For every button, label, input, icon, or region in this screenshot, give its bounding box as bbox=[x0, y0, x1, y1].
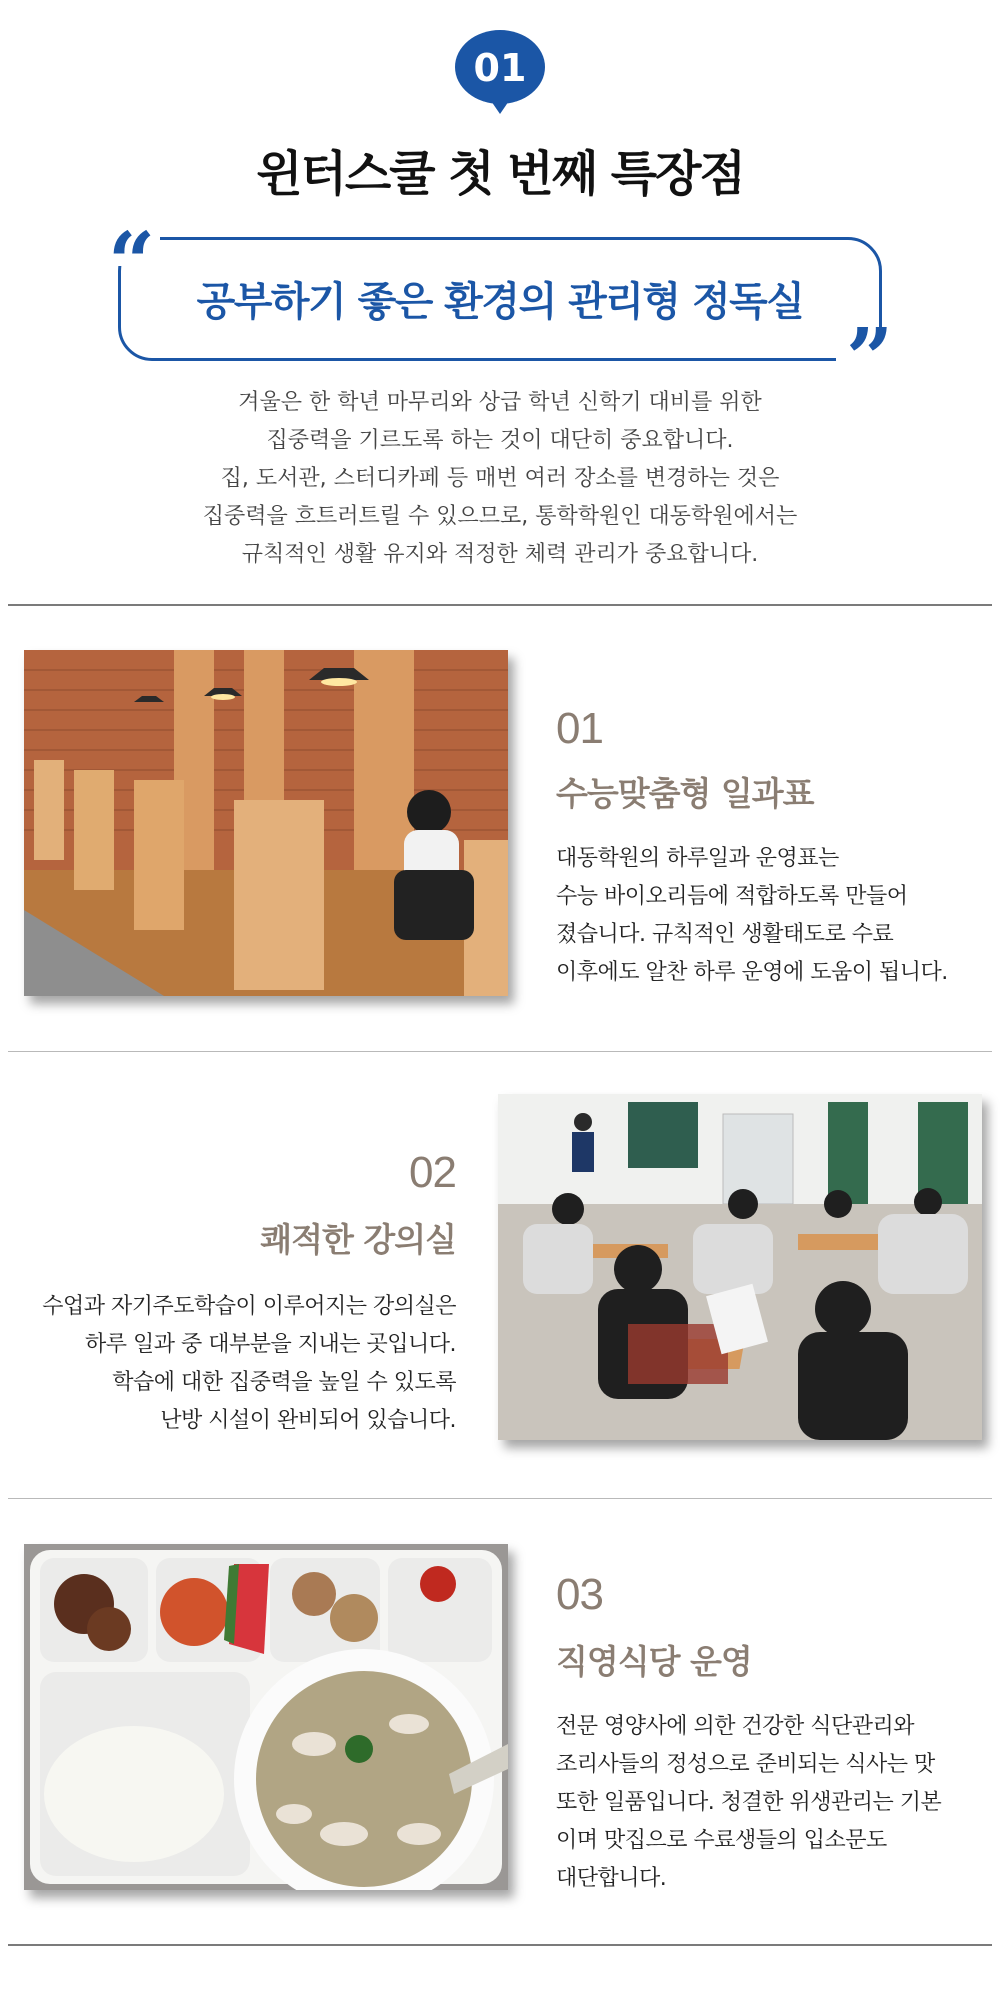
intro-line: 집, 도서관, 스터디카페 등 매번 여러 장소를 변경하는 것은 bbox=[220, 466, 780, 491]
feature-number: 01 bbox=[556, 704, 603, 753]
study-room-photo bbox=[24, 650, 508, 996]
page-title: 윈터스쿨 첫 번째 특장점 bbox=[256, 146, 744, 202]
intro-line: 겨울은 한 학년 마무리와 상급 학년 신학기 대비를 위한 bbox=[238, 390, 762, 415]
description-line: 전문 영양사에 의한 건강한 식단관리와 bbox=[556, 1714, 915, 1739]
description-line: 조리사들의 정성으로 준비되는 식사는 맛 bbox=[556, 1752, 935, 1777]
section-divider bbox=[8, 1944, 992, 1946]
section-divider bbox=[8, 1051, 992, 1052]
description-line: 대단합니다. bbox=[556, 1866, 667, 1891]
feature-number: 03 bbox=[556, 1570, 603, 1619]
description-line: 난방 시설이 완비되어 있습니다. bbox=[160, 1408, 456, 1433]
feature-title: 수능맞춤형 일과표 bbox=[556, 774, 814, 813]
description-line: 수능 바이오리듬에 적합하도록 만들어 bbox=[556, 884, 908, 909]
intro-line: 집중력을 기르도록 하는 것이 대단히 중요합니다. bbox=[266, 428, 734, 453]
feature-number: 02 bbox=[409, 1148, 456, 1197]
feature-description bbox=[556, 840, 948, 992]
description-line: 또한 일품입니다. 청결한 위생관리는 기본 bbox=[556, 1790, 942, 1815]
feature-title: 직영식당 운영 bbox=[556, 1642, 752, 1681]
feature-title: 쾌적한 강의실 bbox=[260, 1220, 456, 1259]
quote-headline: 공부하기 좋은 환경의 관리형 정독실 bbox=[196, 279, 804, 325]
intro-paragraph bbox=[0, 384, 1000, 574]
open-quote-icon: “ bbox=[108, 215, 156, 311]
section-divider bbox=[8, 604, 992, 606]
description-line: 학습에 대한 집중력을 높일 수 있도록 bbox=[112, 1370, 456, 1395]
close-quote-icon: ” bbox=[846, 311, 894, 407]
number-badge bbox=[455, 30, 545, 114]
description-line: 졌습니다. 규칙적인 생활태도로 수료 bbox=[556, 922, 894, 947]
description-line: 이후에도 알찬 하루 운영에 도움이 됩니다. bbox=[556, 960, 948, 985]
description-line: 이며 맛집으로 수료생들의 입소문도 bbox=[556, 1828, 887, 1853]
description-line: 대동학원의 하루일과 운영표는 bbox=[556, 846, 839, 871]
description-line: 하루 일과 중 대부분을 지내는 곳입니다. bbox=[85, 1332, 456, 1357]
feature-description bbox=[556, 1708, 941, 1898]
section-divider bbox=[8, 1498, 992, 1499]
description-line: 수업과 자기주도학습이 이루어지는 강의실은 bbox=[42, 1294, 456, 1319]
classroom-photo bbox=[498, 1094, 982, 1440]
meal-tray-photo bbox=[24, 1544, 508, 1890]
feature-description bbox=[6, 1288, 456, 1440]
badge-number: 01 bbox=[473, 46, 527, 90]
intro-line: 집중력을 흐트러트릴 수 있으므로, 통학학원인 대동학원에서는 bbox=[202, 504, 798, 529]
intro-line: 규칙적인 생활 유지와 적정한 체력 관리가 중요합니다. bbox=[241, 542, 759, 567]
